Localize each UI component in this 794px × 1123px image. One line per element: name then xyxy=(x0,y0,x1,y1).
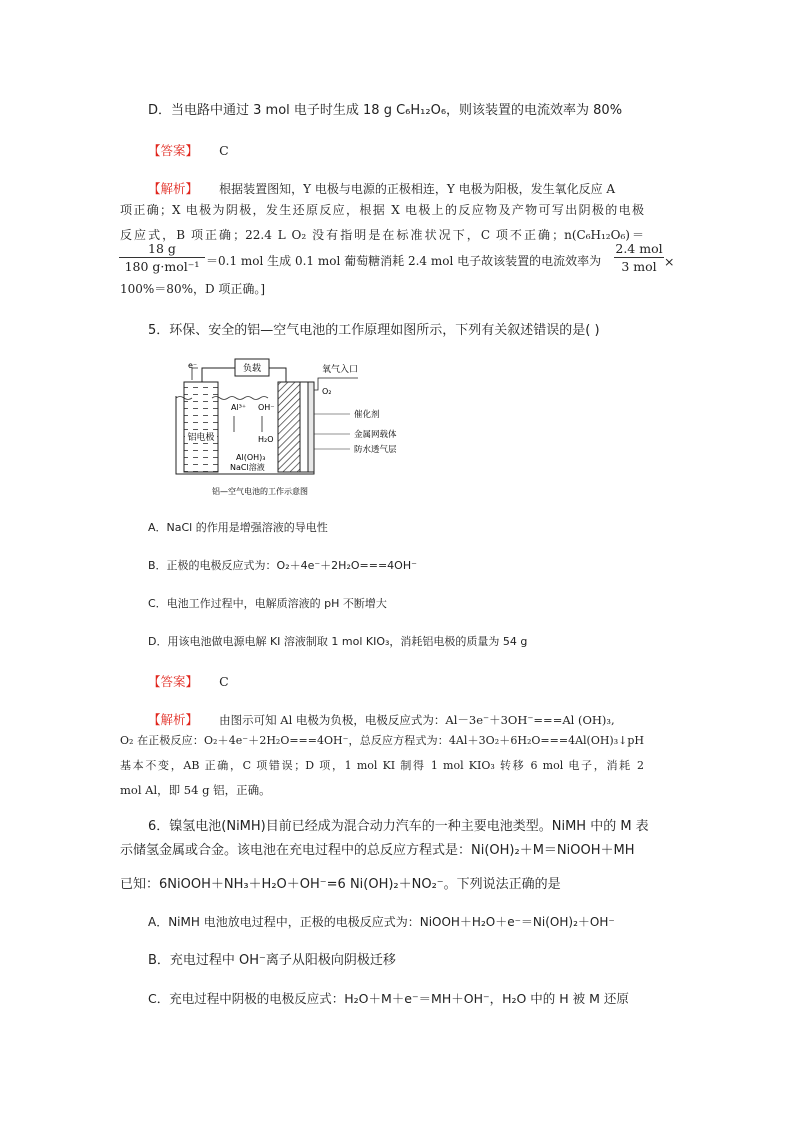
nacl-label: NaCl溶液 xyxy=(230,463,265,472)
wire-left xyxy=(202,368,235,382)
q4-times-sign: × xyxy=(664,254,675,269)
q5-option-b: B．正极的电极反应式为：O₂＋4e⁻＋2H₂O===4OH⁻ xyxy=(148,559,417,572)
q5-analysis-tag: 【解析】 xyxy=(148,712,199,727)
q4-analysis-line5: 100%＝80%，D 项正确。] xyxy=(120,282,266,296)
al-air-battery-svg xyxy=(172,356,434,502)
q5-analysis-row1 xyxy=(148,709,615,728)
q6-stem-line1: 6．镍氢电池(NiMH)目前已经成为混合动力汽车的一种主要电池类型。NiMH 中的 M 表 xyxy=(148,819,649,834)
q4-answer-value: C xyxy=(219,143,229,158)
q4-analysis-line3: 反应式，B 项正确；22.4 L O₂ 没有指明是在标准状况下，C 项不正确；n(C₆H₁₂O₆)＝ xyxy=(120,228,644,242)
q5-option-a: A．NaCl 的作用是增强溶液的导电性 xyxy=(148,521,328,534)
oxygen-arrow xyxy=(314,378,358,390)
aluminum-electrode xyxy=(184,382,218,472)
q5-analysis-line2: O₂ 在正极反应：O₂＋4e⁻＋2H₂O===4OH⁻，总反应方程式为：4Al＋3O₂＋6H₂O===4Al(OH)₃↓pH xyxy=(120,734,644,747)
q5-analysis-line4: mol Al，即 54 g 铝，正确。 xyxy=(120,783,271,797)
waterproof-label: 防水透气层 xyxy=(354,445,397,455)
hydroxide-label: OH⁻ xyxy=(258,403,275,412)
waterproof-layer xyxy=(308,382,314,472)
electron-label: e⁻ xyxy=(188,361,198,370)
q6-option-a: A．NiMH 电池放电过程中，正极的电极反应式为：NiOOH＋H₂O＋e⁻＝Ni(OH)₂＋OH⁻ xyxy=(148,915,615,929)
aloh3-label: Al(OH)₃ xyxy=(236,453,266,462)
q4-fraction-mass xyxy=(119,241,205,274)
q4-fraction-efficiency-denominator: 3 mol xyxy=(621,259,657,274)
load-label: 负载 xyxy=(242,364,262,374)
wire-right xyxy=(269,368,286,382)
metal-mesh-label: 金属网载体 xyxy=(354,430,397,440)
q5-analysis-line3: 基本不变，AB 正确，C 项错误；D 项，1 mol KI 制得 1 mol KIO₃ 转移 6 mol 电子，消耗 2 xyxy=(120,759,644,772)
q5-stem: 5．环保、安全的铝—空气电池的工作原理如图所示，下列有关叙述错误的是( ) xyxy=(148,323,600,338)
q5-option-d: D．用该电池做电源电解 KI 溶液制取 1 mol KIO₃，消耗铝电极的质量为 54 g xyxy=(148,635,528,648)
q4-fraction-mass-numerator: 18 g xyxy=(148,241,176,256)
figure-caption: 铝—空气电池的工作示意图 xyxy=(212,487,308,496)
q5-analysis-line1: 由图示可知 Al 电极为负极，电极反应式为：Al－3e⁻＋3OH⁻===Al (OH)₃, xyxy=(219,713,615,727)
q4-fraction-efficiency-numerator: 2.4 mol xyxy=(615,241,663,256)
catalyst-layer xyxy=(278,382,300,472)
q4-analysis-line4: ＝0.1 mol 生成 0.1 mol 葡萄糖消耗 2.4 mol 电子故该装置的电流效率为 xyxy=(206,254,602,268)
q4-analysis-line1: 根据装置图知，Y 电极与电源的正极相连，Y 电极为阳极，发生氧化反应 A xyxy=(219,182,616,196)
q5-answer-tag: 【答案】 xyxy=(148,674,199,689)
q4-analysis-tag: 【解析】 xyxy=(148,181,199,196)
q4-fraction-mass-denominator: 180 g·mol⁻¹ xyxy=(124,259,200,274)
al-air-battery-diagram xyxy=(172,356,434,502)
al-ion-label: Al³⁺ xyxy=(231,403,247,412)
q4-fraction-efficiency xyxy=(614,241,664,274)
q4-answer-row xyxy=(148,140,229,159)
q6-known: 已知：6NiOOH＋NH₃＋H₂O＋OH⁻=6 Ni(OH)₂＋NO₂⁻。下列说法正确的是 xyxy=(120,877,561,892)
q5-answer-value: C xyxy=(219,674,229,689)
q4-analysis-row1 xyxy=(148,178,615,197)
water-label: H₂O xyxy=(258,435,274,444)
metal-mesh-layer xyxy=(300,382,308,472)
catalyst-label: 催化剂 xyxy=(354,410,380,420)
q4-analysis-line2: 项正确；X 电极为阴极，发生还原反应，根据 X 电极上的反应物及产物可写出阴极的电极 xyxy=(120,203,644,217)
q6-option-b: B．充电过程中 OH⁻离子从阳极向阴极迁移 xyxy=(148,953,396,968)
q5-option-c: C．电池工作过程中，电解质溶液的 pH 不断增大 xyxy=(148,597,387,610)
aluminum-electrode-label: 铝电极 xyxy=(187,433,215,443)
q6-stem-line2: 示储氢金属或合金。该电池在充电过程中的总反应方程式是：Ni(OH)₂＋M＝NiOOH＋MH xyxy=(120,843,635,858)
q4-answer-tag: 【答案】 xyxy=(148,143,199,158)
q5-answer-row xyxy=(148,671,229,690)
q6-option-c: C．充电过程中阴极的电极反应式：H₂O＋M＋e⁻＝MH＋OH⁻，H₂O 中的 H 被 M 还原 xyxy=(148,991,629,1006)
oxygen-inlet-label: 氧气入口 xyxy=(322,365,359,375)
q4-option-d: D．当电路中通过 3 mol 电子时生成 18 g C₆H₁₂O₆，则该装置的电流效率为 80% xyxy=(148,103,623,118)
o2-label: O₂ xyxy=(322,387,332,396)
